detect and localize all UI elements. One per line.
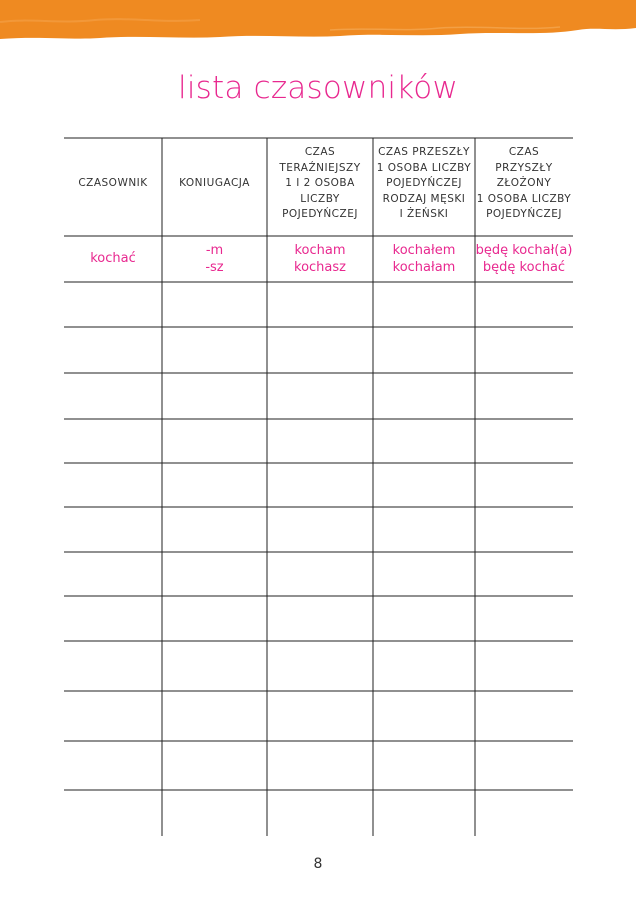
example-cell-line: będę kochać (482, 260, 566, 275)
empty-cell (475, 327, 573, 373)
empty-cell (267, 741, 373, 790)
empty-cell (162, 741, 267, 790)
example-cell (267, 236, 373, 282)
example-cell-line: -m (205, 242, 224, 258)
empty-cell (267, 691, 373, 741)
empty-cell (475, 463, 573, 507)
empty-cell (267, 373, 373, 419)
empty-cell (64, 463, 162, 507)
empty-cell (475, 790, 573, 836)
column-header-line: POJEDYŃCZEJ (386, 177, 462, 190)
column-header (162, 134, 267, 234)
empty-cell (373, 641, 475, 691)
empty-cell (162, 507, 267, 552)
example-cell-line: -sz (205, 260, 224, 275)
empty-cell (162, 641, 267, 691)
empty-cell (267, 596, 373, 641)
empty-cell (373, 327, 475, 373)
empty-cell (267, 463, 373, 507)
empty-cell (162, 419, 267, 463)
column-header-line: CZAS (508, 146, 540, 159)
column-header-line: PRZYSZŁY (495, 161, 553, 174)
empty-cell (475, 507, 573, 552)
page-title: lista czasowników (178, 70, 458, 106)
empty-cell (267, 552, 373, 596)
empty-cell (475, 282, 573, 327)
empty-cell (475, 419, 573, 463)
example-cell (373, 236, 475, 282)
empty-cell (373, 282, 475, 327)
empty-cell (267, 641, 373, 691)
column-header (475, 134, 573, 234)
empty-cell (162, 327, 267, 373)
column-header-line: TERAŹNIEJSZY (279, 161, 361, 174)
empty-cell (475, 691, 573, 741)
empty-cell (64, 552, 162, 596)
example-cell-line: kocham (294, 242, 346, 258)
empty-cell (373, 419, 475, 463)
column-header-line: LICZBY (300, 192, 340, 205)
empty-cell (64, 691, 162, 741)
empty-cell (373, 741, 475, 790)
empty-cell (64, 790, 162, 836)
empty-cell (64, 327, 162, 373)
empty-cell (267, 419, 373, 463)
column-header (64, 134, 162, 234)
empty-cell (373, 507, 475, 552)
column-header-line: 1 OSOBA LICZBY (476, 192, 572, 205)
example-cell (64, 236, 162, 282)
column-header-line: CZAS (304, 146, 336, 159)
empty-cell (162, 790, 267, 836)
column-header (373, 134, 475, 234)
empty-cell (475, 741, 573, 790)
column-header-line: CZAS PRZESZŁY (378, 146, 470, 159)
empty-cell (64, 641, 162, 691)
empty-cell (373, 552, 475, 596)
column-header-line: I ŻEŃSKI (399, 208, 449, 221)
example-cell-line: będę kochał(a) (475, 242, 573, 258)
empty-cell (475, 641, 573, 691)
empty-cell (267, 327, 373, 373)
empty-cell (64, 596, 162, 641)
empty-cell (373, 596, 475, 641)
empty-cell (64, 507, 162, 552)
example-cell-line: kochałam (392, 260, 456, 275)
column-header-line: 1 I 2 OSOBA (285, 177, 355, 190)
empty-cell (162, 282, 267, 327)
example-cell-line: kochałem (392, 242, 456, 258)
column-header (267, 134, 373, 234)
column-header-line: 1 OSOBA LICZBY (376, 161, 472, 174)
empty-cell (64, 741, 162, 790)
page-number: 8 (313, 856, 323, 872)
example-cell-line: kochasz (294, 260, 346, 275)
empty-cell (267, 507, 373, 552)
example-cell-line: kochać (90, 251, 136, 267)
empty-cell (373, 691, 475, 741)
example-cell (475, 236, 573, 282)
column-header-line: POJEDYŃCZEJ (282, 208, 358, 221)
empty-cell (162, 373, 267, 419)
empty-cell (267, 790, 373, 836)
empty-cell (64, 373, 162, 419)
empty-cell (162, 463, 267, 507)
empty-cell (373, 463, 475, 507)
empty-cell (475, 596, 573, 641)
column-header-line: CZASOWNIK (78, 177, 148, 190)
empty-cell (373, 790, 475, 836)
column-header-line: KONIUGACJA (179, 177, 250, 190)
empty-cell (475, 552, 573, 596)
column-header-line: ZŁOŻONY (496, 177, 552, 190)
empty-cell (162, 552, 267, 596)
empty-cell (162, 691, 267, 741)
column-header-line: POJEDYŃCZEJ (486, 208, 562, 221)
column-header-line: RODZAJ MĘSKI (382, 192, 466, 205)
empty-cell (64, 282, 162, 327)
empty-cell (267, 282, 373, 327)
empty-cell (64, 419, 162, 463)
empty-cell (162, 596, 267, 641)
example-cell (162, 236, 267, 282)
empty-cell (475, 373, 573, 419)
empty-cell (373, 373, 475, 419)
